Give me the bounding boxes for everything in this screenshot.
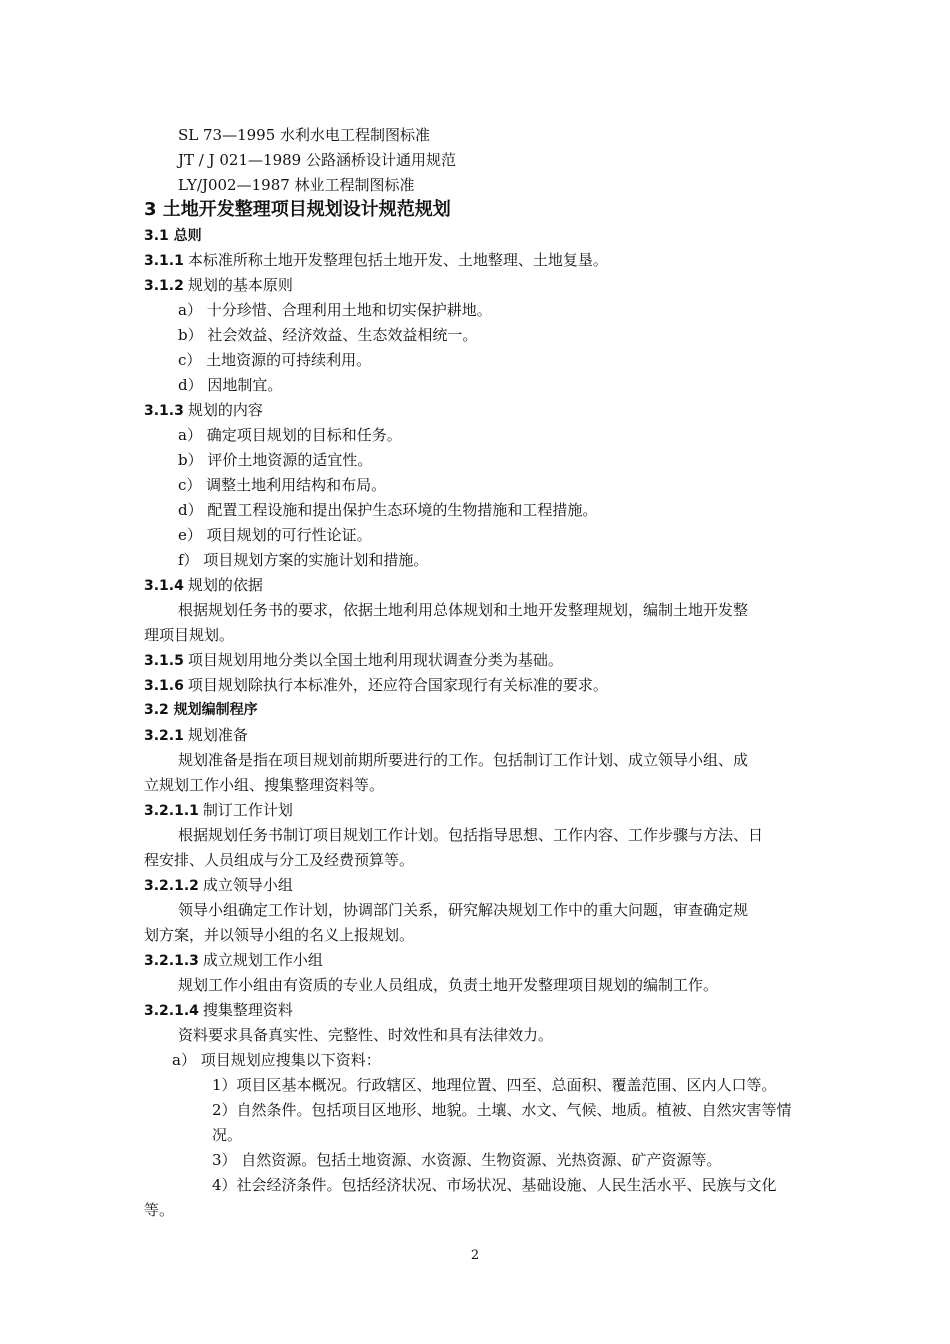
clause-number: 3.2.1.4: [144, 1003, 199, 1019]
chapter-title: 3 土地开发整理项目规划设计规范规划: [144, 199, 451, 220]
clause-number: 3.1.6: [144, 678, 184, 694]
clause-number: 3.1.2: [144, 278, 184, 294]
clause-number: 3.1.4: [144, 578, 184, 594]
section-heading: 3.2 规划编制程序: [144, 702, 258, 718]
standard-line: LY/J002—1987 林业工程制图标准: [178, 176, 415, 194]
list-item: c） 调整土地利用结构和布局。: [178, 476, 387, 494]
clause-text: 成立领导小组: [202, 876, 293, 894]
paragraph-line: 划方案，并以领导小组的名义上报规划。: [144, 926, 415, 944]
clause-text: 规划的基本原则: [187, 276, 293, 294]
clause-text: 规划准备: [187, 726, 248, 744]
list-item: d） 因地制宜。: [178, 376, 283, 394]
sub-item: 1）项目区基本概况。行政辖区、地理位置、四至、总面积、覆盖范围、区内人口等。: [212, 1076, 777, 1094]
clause: [144, 250, 608, 271]
clause: [144, 875, 293, 896]
paragraph-line: 根据规划任务书制订项目规划工作计划。包括指导思想、工作内容、工作步骤与方法、日: [178, 826, 764, 844]
clause: [144, 275, 293, 296]
clause: [144, 575, 263, 596]
paragraph-line: 理项目规划。: [144, 626, 235, 644]
paragraph-line: 领导小组确定工作计划，协调部门关系，研究解决规划工作中的重大问题，审查确定规: [178, 901, 749, 919]
paragraph-line: 资料要求具备真实性、完整性、时效性和具有法律效力。: [178, 1026, 554, 1044]
sub-item: 况。: [212, 1126, 243, 1144]
clause-number: 3.2.1.3: [144, 953, 199, 969]
page-number: 2: [470, 1248, 480, 1263]
paragraph-line: 根据规划任务书的要求，依据土地利用总体规划和土地开发整理规划，编制土地开发整: [178, 601, 749, 619]
clause: [144, 650, 563, 671]
clause-number: 3.2.1.2: [144, 878, 199, 894]
paragraph-line: 规划准备是指在项目规划前期所要进行的工作。包括制订工作计划、成立领导小组、成: [178, 751, 749, 769]
list-item: b） 社会效益、经济效益、生态效益相统一。: [178, 326, 478, 344]
standard-line: JT / J 021—1989 公路涵桥设计通用规范: [178, 151, 456, 169]
clause-text: 规划的内容: [187, 401, 263, 419]
clause: [144, 800, 293, 821]
clause-number: 3.1.5: [144, 653, 184, 669]
list-item: c） 土地资源的可持续利用。: [178, 351, 372, 369]
clause: [144, 1000, 293, 1021]
clause-text: 本标准所称土地开发整理包括土地开发、土地整理、土地复垦。: [187, 251, 608, 269]
clause-text: 项目规划用地分类以全国土地利用现状调查分类为基础。: [187, 651, 563, 669]
list-item: a） 项目规划应搜集以下资料：: [172, 1051, 381, 1069]
clause-number: 3.1.1: [144, 253, 184, 269]
clause-text: 规划的依据: [187, 576, 263, 594]
sub-item: 2）自然条件。包括项目区地形、地貌。土壤、水文、气候、地质。植被、自然灾害等情: [212, 1101, 792, 1119]
list-item: a） 十分珍惜、合理利用土地和切实保护耕地。: [178, 301, 492, 319]
clause-text: 搜集整理资料: [202, 1001, 293, 1019]
clause: [144, 400, 263, 421]
list-item: f） 项目规划方案的实施计划和措施。: [178, 551, 429, 569]
list-item: e） 项目规划的可行性论证。: [178, 526, 372, 544]
list-item: d） 配置工程设施和提出保护生态环境的生物措施和工程措施。: [178, 501, 598, 519]
clause-number: 3.1.3: [144, 403, 184, 419]
standard-line: SL 73—1995 水利水电工程制图标准: [178, 126, 431, 144]
sub-item: 等。: [144, 1201, 175, 1219]
clause-number: 3.2.1.1: [144, 803, 199, 819]
paragraph-line: 程安排、人员组成与分工及经费预算等。: [144, 851, 415, 869]
clause: [144, 675, 608, 696]
sub-item: 3） 自然资源。包括土地资源、水资源、生物资源、光热资源、矿产资源等。: [212, 1151, 722, 1169]
clause-text: 制订工作计划: [202, 801, 293, 819]
clause-text: 成立规划工作小组: [202, 951, 323, 969]
list-item: b） 评价土地资源的适宜性。: [178, 451, 373, 469]
list-item: a） 确定项目规划的目标和任务。: [178, 426, 402, 444]
clause-text: 项目规划除执行本标准外，还应符合国家现行有关标准的要求。: [187, 676, 608, 694]
clause-number: 3.2.1: [144, 728, 184, 744]
sub-item: 4）社会经济条件。包括经济状况、市场状况、基础设施、人民生活水平、民族与文化: [212, 1176, 777, 1194]
clause: [144, 725, 248, 746]
clause: [144, 950, 323, 971]
paragraph-line: 立规划工作小组、搜集整理资料等。: [144, 776, 385, 794]
paragraph-line: 规划工作小组由有资质的专业人员组成，负责土地开发整理项目规划的编制工作。: [178, 976, 719, 994]
section-heading: 3.1 总则: [144, 228, 202, 244]
